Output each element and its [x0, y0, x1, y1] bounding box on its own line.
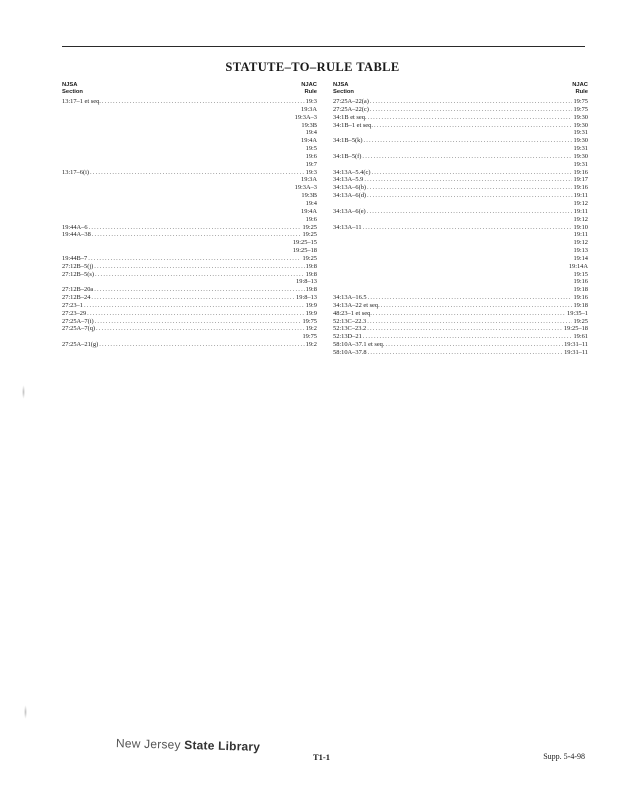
rule-number: 19:6	[305, 152, 317, 160]
statute-section: 34:1B et seq.	[333, 113, 367, 121]
table-row	[333, 294, 588, 302]
table-row	[62, 161, 317, 169]
column-header	[62, 82, 317, 98]
left-entry-list	[62, 98, 317, 349]
dot-leader	[334, 278, 572, 286]
dot-leader	[95, 318, 302, 326]
table-row	[62, 184, 317, 192]
table-row	[62, 231, 317, 239]
dot-leader	[87, 310, 304, 318]
table-row	[62, 122, 317, 130]
statute-section: 58:10A–37.1 et seq.	[333, 341, 385, 349]
table-row	[62, 137, 317, 145]
rule-number: 19:17	[573, 176, 588, 184]
rule-number: 19:25	[573, 317, 588, 325]
rule-number: 19:30	[573, 113, 588, 121]
dot-leader	[90, 169, 305, 177]
rule-number: 19:35–1	[567, 309, 588, 317]
rule-number: 19:75	[302, 317, 317, 325]
statute-section: 34:13A–16.5	[333, 294, 367, 302]
dot-leader	[334, 247, 572, 255]
statute-section: 34:13A–11	[333, 223, 362, 231]
dot-leader	[94, 286, 304, 294]
dot-leader	[364, 176, 572, 184]
dot-leader	[334, 161, 572, 169]
statute-section: 27:25A–22(a)	[333, 98, 369, 105]
dot-leader	[63, 122, 300, 130]
dot-leader	[367, 318, 572, 326]
table-row	[62, 169, 317, 177]
dot-leader	[63, 239, 292, 247]
rule-number: 19:25–15	[292, 239, 317, 247]
dot-leader	[63, 161, 305, 169]
statute-section: 19:44A–38	[62, 231, 91, 239]
rule-number: 19:16	[573, 168, 588, 176]
rule-number: 19:25	[302, 231, 317, 239]
dot-leader	[363, 137, 572, 145]
rule-number: 19:3A	[301, 176, 317, 184]
rule-number: 19:25	[302, 223, 317, 231]
table-row	[333, 145, 588, 153]
statute-section: 27:23–1	[62, 301, 83, 309]
rule-number: 19:31	[573, 129, 588, 137]
table-row	[62, 208, 317, 216]
supplement-date: Supp. 5-4-98	[543, 752, 585, 761]
statute-section: 19:44A–6	[62, 223, 88, 231]
page-title: STATUTE–TO–RULE TABLE	[225, 60, 400, 74]
rule-number: 19:11	[573, 192, 588, 200]
table-row	[333, 208, 588, 216]
rule-number: 19:16	[573, 184, 588, 192]
column-header	[333, 82, 588, 98]
table-row	[333, 341, 588, 349]
dot-leader	[63, 176, 300, 184]
statute-section: 27:12B–24	[62, 294, 91, 302]
table-row	[62, 333, 317, 341]
dot-leader	[63, 333, 301, 341]
table-row	[333, 216, 588, 224]
table-row	[333, 224, 588, 232]
statute-section: 27:25A–21(g)	[62, 341, 99, 349]
rule-number: 19:25–18	[563, 325, 588, 333]
rule-number: 19:3A	[301, 105, 317, 113]
page-number: T1-1	[313, 752, 330, 762]
statute-section: 19:44B–7	[62, 254, 88, 262]
dot-leader	[84, 302, 305, 310]
dot-leader	[367, 325, 563, 333]
rule-number: 19:2	[305, 341, 317, 349]
rule-number: 19:31	[573, 145, 588, 153]
left-column	[62, 82, 317, 349]
statute-section: 34:13A–6(d)	[333, 192, 367, 200]
table-row	[62, 325, 317, 333]
statute-section: 34:13A–5.4(c)	[333, 168, 371, 176]
table-row	[333, 231, 588, 239]
table-row	[62, 302, 317, 310]
table-row	[62, 114, 317, 122]
rule-number: 19:3B	[301, 121, 317, 129]
rule-number: 19:5	[305, 145, 317, 153]
table-row	[333, 333, 588, 341]
table-row	[333, 271, 588, 279]
table-row	[62, 318, 317, 326]
table-row	[333, 349, 588, 357]
statute-section: 27:25A–22(c)	[333, 105, 369, 113]
table-row	[333, 106, 588, 114]
dot-leader	[381, 302, 573, 310]
rule-number: 19:75	[573, 105, 588, 113]
rule-number: 19:12	[573, 215, 588, 223]
table-row	[333, 137, 588, 145]
dot-leader	[368, 349, 564, 357]
rule-number: 19:16	[573, 294, 588, 302]
rule-number: 19:4	[305, 129, 317, 137]
rule-number: 19:10	[573, 223, 588, 231]
table-row	[333, 325, 588, 333]
rule-number: 19:3B	[301, 192, 317, 200]
dot-leader	[63, 192, 300, 200]
right-entry-list	[333, 98, 588, 357]
statute-section: 13:17–1 et seq.	[62, 98, 101, 105]
statute-section: 58:10A–37.8	[333, 349, 367, 356]
rule-number: 19:3	[305, 168, 317, 176]
dot-leader	[95, 271, 305, 279]
dot-leader	[370, 106, 573, 114]
dot-leader	[89, 224, 302, 232]
table-row	[333, 114, 588, 122]
rule-number: 19:11	[573, 207, 588, 215]
rule-number: 19:14	[573, 254, 588, 262]
rule-number: 19:2	[305, 325, 317, 333]
table-row	[333, 318, 588, 326]
table-row	[62, 286, 317, 294]
statute-section: 27:25A–7(q)	[62, 325, 96, 333]
table-row	[333, 161, 588, 169]
statute-section: 13:17–6(i)	[62, 168, 89, 176]
table-row	[62, 341, 317, 349]
dot-leader	[63, 114, 294, 122]
stamp-text-bold: State Library	[184, 737, 261, 754]
dot-leader	[334, 286, 572, 294]
rule-number: 19:31	[573, 160, 588, 168]
dot-leader	[334, 271, 572, 279]
table-row	[333, 200, 588, 208]
table-row	[333, 286, 588, 294]
rule-number: 19:3	[305, 98, 317, 105]
table-row	[333, 98, 588, 106]
statute-section: 34:13A–22 et seq.	[333, 301, 380, 309]
rule-number: 19:31–11	[564, 349, 588, 356]
rule-number: 19:3A–3	[294, 184, 317, 192]
table-row	[333, 184, 588, 192]
statute-section: 34:1B–5(f)	[333, 152, 362, 160]
dot-leader	[92, 231, 302, 239]
dot-leader	[88, 255, 301, 263]
dot-leader	[63, 184, 294, 192]
table-row	[333, 263, 588, 271]
library-stamp	[116, 736, 261, 754]
table-row	[333, 302, 588, 310]
rule-number: 19:16	[573, 278, 588, 286]
table-row	[333, 278, 588, 286]
rule-number: 19:25–18	[292, 247, 317, 255]
statute-section: 27:12B–20a	[62, 286, 94, 294]
njsa-section-header: NJSA Section	[62, 82, 83, 95]
dot-leader	[363, 333, 573, 341]
statute-section: 34:1B–1 et seq.	[333, 121, 373, 129]
rule-number: 19:8–13	[296, 278, 317, 286]
top-rule-line	[62, 46, 585, 47]
dot-leader	[63, 278, 295, 286]
statute-section: 52:13D–21	[333, 333, 362, 341]
dot-leader	[334, 263, 568, 271]
rule-number: 19:4A	[301, 207, 317, 215]
rule-number: 19:30	[573, 137, 588, 145]
table-row	[62, 310, 317, 318]
table-row	[62, 106, 317, 114]
rule-number: 19:8	[305, 262, 317, 270]
rule-number: 19:8	[305, 286, 317, 294]
rule-number: 19:3A–3	[294, 113, 317, 121]
rule-number: 19:4	[305, 199, 317, 207]
rule-number: 19:13	[573, 247, 588, 255]
dot-leader	[63, 129, 305, 137]
dot-leader	[91, 294, 295, 302]
table-row	[62, 216, 317, 224]
dot-leader	[373, 310, 566, 318]
scan-mark	[24, 705, 27, 719]
table-row	[62, 255, 317, 263]
table-row	[333, 310, 588, 318]
table-row	[333, 153, 588, 161]
statute-section: 34:13A–6(e)	[333, 207, 366, 215]
table-row	[333, 169, 588, 177]
table-row	[333, 192, 588, 200]
statute-section: 27:12B–5(j)	[62, 262, 94, 270]
rule-number: 19:75	[302, 333, 317, 341]
statute-section: 34:13A–6(b)	[333, 184, 367, 192]
rule-number: 19:18	[573, 286, 588, 294]
rule-number: 19:30	[573, 152, 588, 160]
dot-leader	[371, 169, 572, 177]
table-row	[62, 294, 317, 302]
rule-number: 19:4A	[301, 137, 317, 145]
statute-section: 27:25A–7(i)	[62, 317, 94, 325]
rule-number: 19:12	[573, 199, 588, 207]
table-row	[333, 122, 588, 130]
right-column	[333, 82, 588, 357]
dot-leader	[368, 294, 573, 302]
dot-leader	[63, 145, 305, 153]
dot-leader	[363, 224, 573, 232]
dot-leader	[368, 114, 573, 122]
rule-number: 19:31–11	[564, 341, 588, 349]
statute-section: 27:12B–5(s)	[62, 270, 94, 278]
dot-leader	[334, 216, 572, 224]
stamp-text: New Jersey	[115, 736, 185, 752]
rule-number: 19:7	[305, 160, 317, 168]
rule-number: 19:12	[573, 239, 588, 247]
dot-leader	[334, 129, 572, 137]
dot-leader	[63, 247, 292, 255]
statute-section: 34:13A–5.9	[333, 176, 364, 184]
dot-leader	[334, 231, 573, 239]
table-row	[62, 129, 317, 137]
table-row	[62, 192, 317, 200]
rule-number: 19:9	[305, 301, 317, 309]
table-row	[333, 239, 588, 247]
statute-section: 48:23–1 et seq.	[333, 309, 372, 317]
dot-leader	[99, 341, 304, 349]
dot-leader	[63, 200, 305, 208]
rule-number: 19:18	[573, 301, 588, 309]
dot-leader	[102, 98, 305, 106]
dot-leader	[374, 122, 572, 130]
rule-number: 19:11	[573, 231, 588, 239]
statute-section: 27:23–29	[62, 309, 87, 317]
dot-leader	[94, 263, 304, 271]
statute-section: 34:1B–5(k)	[333, 137, 363, 145]
rule-number: 19:25	[302, 254, 317, 262]
table-row	[62, 153, 317, 161]
table-row	[62, 224, 317, 232]
table-row	[62, 239, 317, 247]
dot-leader	[63, 137, 300, 145]
statute-section: 52:13C–22.3	[333, 317, 367, 325]
table-row	[333, 247, 588, 255]
rule-number: 19:9	[305, 309, 317, 317]
dot-leader	[63, 216, 305, 224]
rule-number: 19:30	[573, 121, 588, 129]
dot-leader	[334, 255, 572, 263]
table-row	[333, 176, 588, 184]
table-row	[62, 176, 317, 184]
njsa-section-header: NJSA Section	[333, 82, 354, 95]
dot-leader	[334, 200, 572, 208]
rule-number: 19:8	[305, 270, 317, 278]
table-row	[62, 247, 317, 255]
rule-number: 19:15	[573, 270, 588, 278]
njac-rule-header: NJAC Rule	[572, 82, 588, 95]
rule-number: 19:75	[573, 98, 588, 105]
dot-leader	[367, 208, 573, 216]
dot-leader	[63, 106, 300, 114]
table-row	[62, 98, 317, 106]
dot-leader	[334, 239, 572, 247]
table-row	[62, 145, 317, 153]
table-row	[333, 129, 588, 137]
dot-leader	[63, 153, 305, 161]
table-row	[333, 255, 588, 263]
table-row	[62, 200, 317, 208]
table-row	[62, 263, 317, 271]
rule-number: 19:14A	[568, 262, 588, 270]
dot-leader	[370, 98, 573, 106]
njac-rule-header: NJAC Rule	[301, 82, 317, 95]
table-row	[62, 278, 317, 286]
table-row	[62, 271, 317, 279]
dot-leader	[96, 325, 305, 333]
dot-leader	[362, 153, 572, 161]
statute-section: 52:13C–23.2	[333, 325, 367, 333]
rule-number: 19:6	[305, 215, 317, 223]
dot-leader	[334, 145, 572, 153]
dot-leader	[385, 341, 563, 349]
rule-number: 19:8–13	[296, 294, 317, 302]
scan-mark	[22, 385, 25, 399]
rule-number: 19:61	[573, 333, 588, 341]
dot-leader	[367, 192, 573, 200]
dot-leader	[63, 208, 300, 216]
dot-leader	[367, 184, 572, 192]
